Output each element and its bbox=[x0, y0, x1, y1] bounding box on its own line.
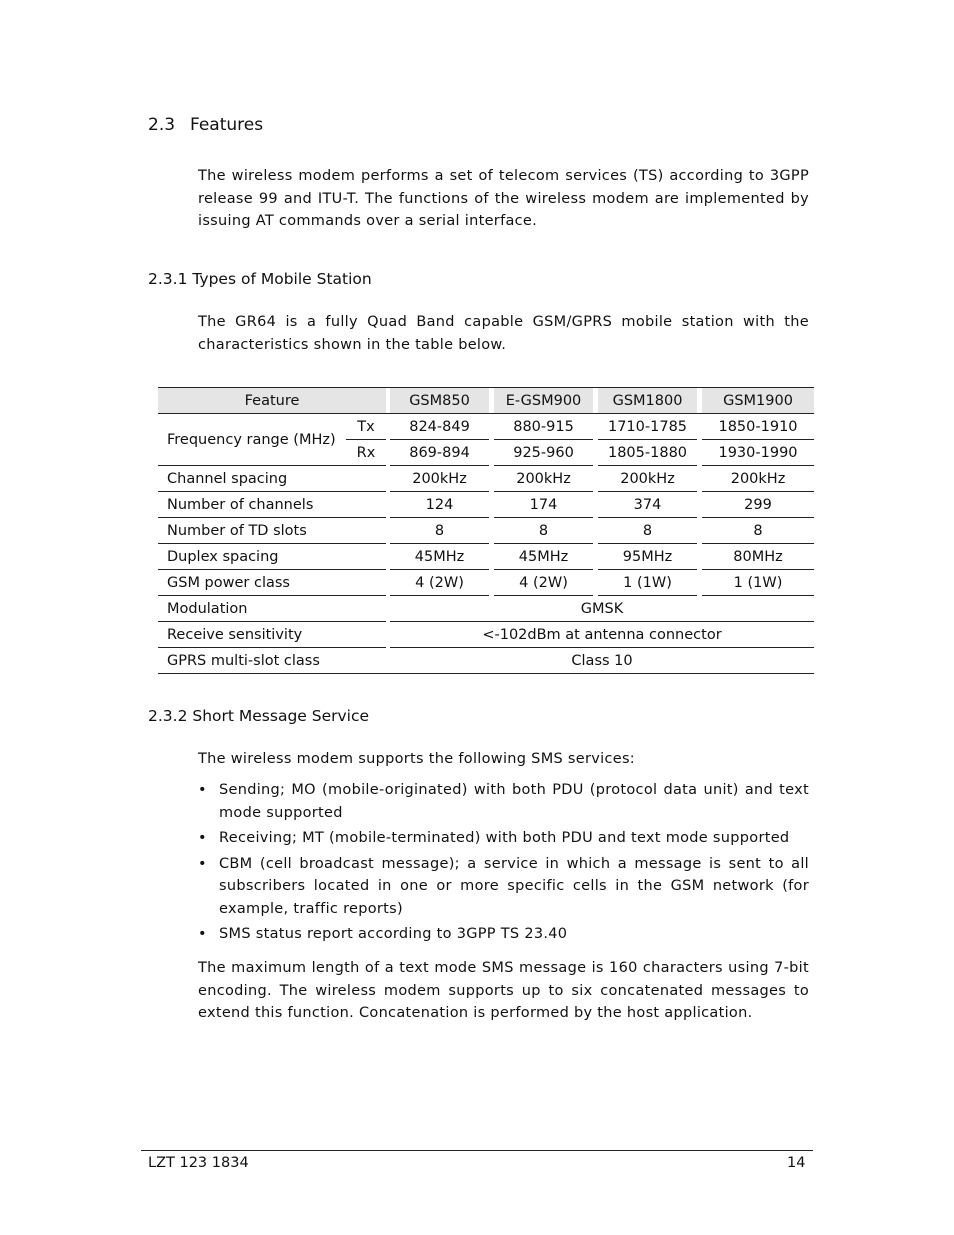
sms-closing-paragraph: The maximum length of a text mode SMS message is 160 characters using 7-bit encoding. The wireless modem supports up to six concatenated messages to extend this function. Concatenation is performed by the host application. bbox=[198, 960, 809, 1021]
row-label: GPRS multi-slot class bbox=[158, 648, 386, 674]
footer-page-number: 14 bbox=[787, 1155, 806, 1171]
table-cell: 45MHz bbox=[390, 544, 489, 570]
row-label: Duplex spacing bbox=[158, 544, 386, 570]
table-row bbox=[158, 596, 814, 622]
table-cell: 1930-1990 bbox=[702, 440, 814, 466]
bullet-icon: • bbox=[198, 926, 207, 942]
list-item: • CBM (cell broadcast message); a service in which a message is sent to all subscribers located in one or more specific cells in the GSM network (for example, traffic reports) bbox=[198, 853, 809, 921]
footer-divider bbox=[141, 1150, 813, 1151]
table-cell: 4 (2W) bbox=[390, 570, 489, 596]
subsection-heading-mobile-station: 2.3.1 Types of Mobile Station bbox=[148, 270, 372, 288]
subsection-heading-sms: 2.3.2 Short Message Service bbox=[148, 707, 370, 725]
section-number: 2.3 bbox=[148, 115, 176, 135]
section-title: Features bbox=[190, 115, 264, 135]
table-cell: 200kHz bbox=[494, 466, 593, 492]
table-cell: 869-894 bbox=[390, 440, 489, 466]
section-heading bbox=[148, 115, 263, 135]
features-table bbox=[158, 387, 814, 674]
table-cell: 45MHz bbox=[494, 544, 593, 570]
row-label: GSM power class bbox=[158, 570, 386, 596]
row-label: Modulation bbox=[158, 596, 386, 622]
table-cell: 1 (1W) bbox=[598, 570, 697, 596]
footer-doc-number: LZT 123 1834 bbox=[148, 1155, 249, 1171]
row-label: Frequency range (MHz) bbox=[158, 414, 346, 466]
table-cell: 4 (2W) bbox=[494, 570, 593, 596]
table-cell: <-102dBm at antenna connector bbox=[390, 622, 814, 648]
header-egsm900: E-GSM900 bbox=[494, 387, 593, 414]
table-cell: 925-960 bbox=[494, 440, 593, 466]
table-header-row bbox=[158, 387, 814, 414]
table-cell: 1710-1785 bbox=[598, 414, 697, 440]
list-item: • Receiving; MT (mobile-terminated) with both PDU and text mode supported bbox=[198, 827, 809, 850]
table-cell: 8 bbox=[390, 518, 489, 544]
row-label: Receive sensitivity bbox=[158, 622, 386, 648]
table-row bbox=[158, 622, 814, 648]
table-cell: 1 (1W) bbox=[702, 570, 814, 596]
table-cell: 1850-1910 bbox=[702, 414, 814, 440]
rx-label: Rx bbox=[346, 440, 386, 466]
table-cell: 8 bbox=[494, 518, 593, 544]
tx-label: Tx bbox=[346, 414, 386, 440]
table-row bbox=[158, 544, 814, 570]
table-cell: 880-915 bbox=[494, 414, 593, 440]
row-label: Number of TD slots bbox=[158, 518, 386, 544]
bullet-icon: • bbox=[198, 782, 207, 798]
table-row bbox=[158, 466, 814, 492]
table-cell: 299 bbox=[702, 492, 814, 518]
table-row bbox=[158, 570, 814, 596]
table-cell: 1805-1880 bbox=[598, 440, 697, 466]
row-label: Number of channels bbox=[158, 492, 386, 518]
mobile-station-paragraph: The GR64 is a fully Quad Band capable GSM/GPRS mobile station with the characteristics shown in the table below. bbox=[198, 314, 809, 353]
table-cell: 8 bbox=[598, 518, 697, 544]
table-cell: 174 bbox=[494, 492, 593, 518]
sms-bullet-list bbox=[198, 779, 809, 949]
table-row bbox=[158, 648, 814, 674]
row-label: Channel spacing bbox=[158, 466, 386, 492]
header-feature: Feature bbox=[158, 387, 386, 414]
bullet-icon: • bbox=[198, 830, 207, 846]
list-item: • SMS status report according to 3GPP TS 23.40 bbox=[198, 923, 809, 946]
intro-paragraph: The wireless modem performs a set of telecom services (TS) according to 3GPP release 99 and ITU-T. The functions of the wireless modem are implemented by issuing AT commands over a serial interface. bbox=[198, 168, 809, 229]
table-cell: 200kHz bbox=[390, 466, 489, 492]
bullet-icon: • bbox=[198, 855, 207, 872]
table-cell: 8 bbox=[702, 518, 814, 544]
header-gsm850: GSM850 bbox=[390, 387, 489, 414]
table-cell: 200kHz bbox=[598, 466, 697, 492]
table-cell: 124 bbox=[390, 492, 489, 518]
table-cell: 95MHz bbox=[598, 544, 697, 570]
table-row bbox=[158, 414, 814, 440]
table-cell: 374 bbox=[598, 492, 697, 518]
table-cell: 824-849 bbox=[390, 414, 489, 440]
sms-lead-paragraph: The wireless modem supports the following SMS services: bbox=[198, 751, 635, 767]
header-gsm1800: GSM1800 bbox=[598, 387, 697, 414]
header-gsm1900: GSM1900 bbox=[702, 387, 814, 414]
table-cell: 80MHz bbox=[702, 544, 814, 570]
table-cell: Class 10 bbox=[390, 648, 814, 674]
list-item: • Sending; MO (mobile-originated) with both PDU (protocol data unit) and text mode supported bbox=[198, 779, 809, 824]
table-cell: 200kHz bbox=[702, 466, 814, 492]
table-cell: GMSK bbox=[390, 596, 814, 622]
table-row bbox=[158, 518, 814, 544]
table-row bbox=[158, 492, 814, 518]
